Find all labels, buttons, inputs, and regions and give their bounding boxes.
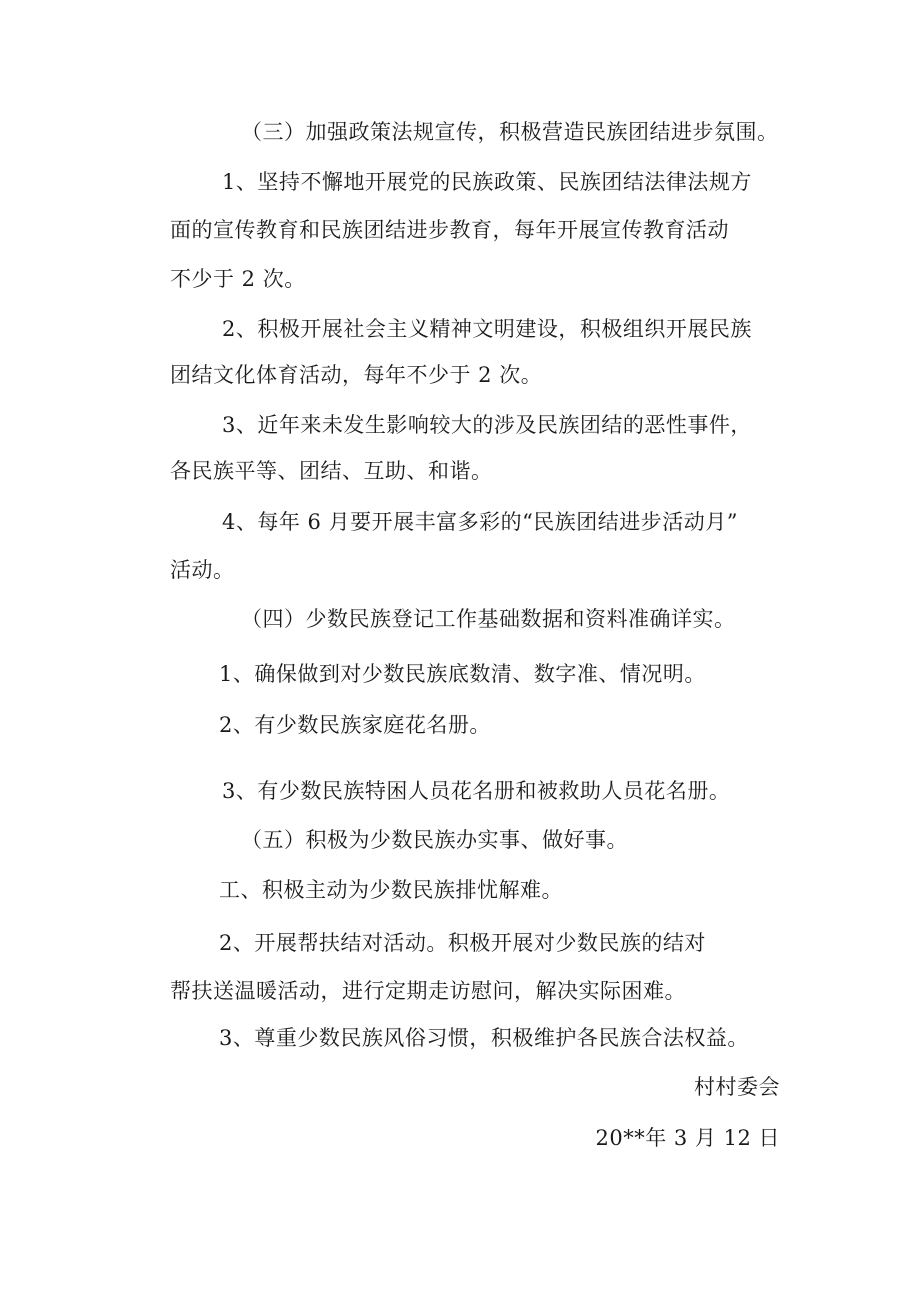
section-3-item-3-line-2: 各民族平等、团结、互助、和谐。 [170,459,493,483]
section-4-item-1: 1、确保做到对少数民族底数清、数字准、情况明。 [219,662,706,686]
section-3-item-4-line-1: 4、每年 6 月要开展丰富多彩的“民族团结进步活动月” [222,510,739,534]
section-4-item-3: 3、有少数民族特困人员花名册和被救助人员花名册。 [222,779,731,803]
section-3-item-3-line-1: 3、近年来未发生影响较大的涉及民族团结的恶性事件， [222,413,752,437]
section-5-item-3: 3、尊重少数民族风俗习惯，积极维护各民族合法权益。 [219,1026,749,1050]
section-4-item-2: 2、有少数民族家庭花名册。 [219,713,491,737]
section-3-item-1-line-1: 1、坚持不懈地开展党的民族政策、民族团结法律法规方 [222,170,752,194]
section-3-item-1-line-2: 面的宣传教育和民族团结进步教育，每年开展宣传教育活动 [170,218,729,242]
section-3-heading: （三）加强政策法规宣传，积极营造民族团结进步氛围。 [241,120,779,144]
section-3-item-1-line-3: 不少于 2 次。 [170,267,306,291]
section-5-item-1: 工、积极主动为少数民族排忧解难。 [219,878,563,902]
section-5-heading: （五）积极为少数民族办实事、做好事。 [241,828,628,852]
section-3-item-4-line-2: 活动。 [170,558,235,582]
section-5-item-2-line-2: 帮扶送温暖活动，进行定期走访慰问，解决实际困难。 [170,979,686,1003]
section-3-item-2-line-1: 2、积极开展社会主义精神文明建设，积极组织开展民族 [222,317,752,341]
section-5-item-2-line-1: 2、开展帮扶结对活动。积极开展对少数民族的结对 [219,931,706,955]
section-3-item-2-line-2: 团结文化体育活动，每年不少于 2 次。 [170,363,543,387]
signature-org: 村村委会 [694,1075,780,1099]
signature-date: 20**年 3 月 12 日 [595,1126,780,1150]
section-4-heading: （四）少数民族登记工作基础数据和资料准确详实。 [241,607,736,631]
